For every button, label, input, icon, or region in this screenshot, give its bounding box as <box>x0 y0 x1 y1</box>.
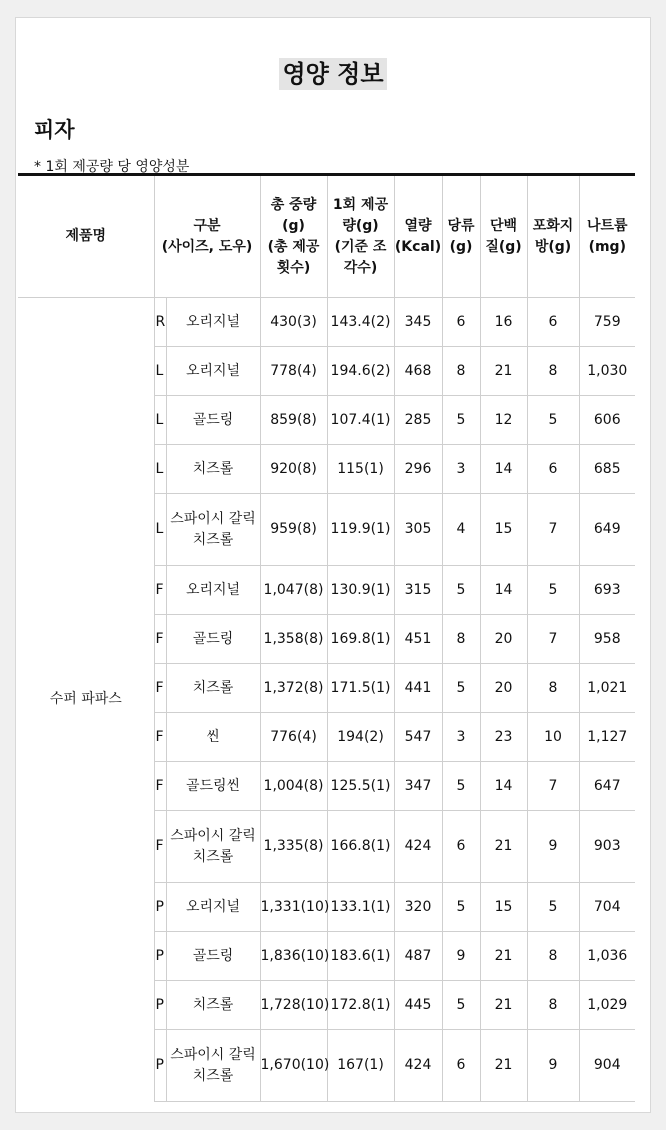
calories-cell: 451 <box>394 615 442 664</box>
sugar-cell: 5 <box>442 981 480 1030</box>
dough-cell: 오리지널 <box>166 883 260 932</box>
calories-cell: 487 <box>394 932 442 981</box>
size-cell: F <box>154 615 166 664</box>
sugar-cell: 6 <box>442 1030 480 1102</box>
total-weight-cell: 1,670(10) <box>260 1030 327 1102</box>
total-weight-cell: 1,836(10) <box>260 932 327 981</box>
title-wrap <box>16 58 650 90</box>
sugar-cell: 5 <box>442 664 480 713</box>
saturated-fat-cell: 7 <box>527 762 579 811</box>
header-row <box>18 175 635 298</box>
protein-cell: 16 <box>480 298 527 347</box>
serving-cell: 183.6(1) <box>327 932 394 981</box>
protein-cell: 21 <box>480 981 527 1030</box>
saturated-fat-cell: 7 <box>527 494 579 566</box>
saturated-fat-cell: 10 <box>527 713 579 762</box>
dough-cell: 치즈롤 <box>166 445 260 494</box>
sodium-cell: 1,030 <box>579 347 635 396</box>
size-cell: L <box>154 347 166 396</box>
calories-cell: 547 <box>394 713 442 762</box>
sugar-cell: 5 <box>442 762 480 811</box>
calories-cell: 424 <box>394 1030 442 1102</box>
calories-cell: 468 <box>394 347 442 396</box>
calories-cell: 345 <box>394 298 442 347</box>
dough-cell: 골드링 <box>166 396 260 445</box>
sodium-cell: 1,036 <box>579 932 635 981</box>
dough-cell: 오리지널 <box>166 298 260 347</box>
sugar-cell: 5 <box>442 883 480 932</box>
calories-cell: 296 <box>394 445 442 494</box>
calories-cell: 441 <box>394 664 442 713</box>
calories-cell: 305 <box>394 494 442 566</box>
size-cell: F <box>154 713 166 762</box>
sodium-cell: 1,127 <box>579 713 635 762</box>
saturated-fat-cell: 7 <box>527 615 579 664</box>
total-weight-cell: 1,004(8) <box>260 762 327 811</box>
sodium-cell: 903 <box>579 811 635 883</box>
saturated-fat-cell: 5 <box>527 396 579 445</box>
calories-cell: 445 <box>394 981 442 1030</box>
serving-cell: 119.9(1) <box>327 494 394 566</box>
sugar-cell: 9 <box>442 932 480 981</box>
dough-cell: 오리지널 <box>166 347 260 396</box>
total-weight-cell: 1,728(10) <box>260 981 327 1030</box>
total-weight-cell: 1,047(8) <box>260 566 327 615</box>
saturated-fat-cell: 9 <box>527 1030 579 1102</box>
serving-cell: 115(1) <box>327 445 394 494</box>
size-cell: L <box>154 494 166 566</box>
header-calories: 열량 (Kcal) <box>394 175 442 298</box>
protein-cell: 21 <box>480 1030 527 1102</box>
sugar-cell: 3 <box>442 713 480 762</box>
nutrition-table <box>18 173 635 1102</box>
dough-cell: 골드링씬 <box>166 762 260 811</box>
total-weight-cell: 1,358(8) <box>260 615 327 664</box>
header-total-weight: 총 중량 (g) (총 제공 횟수) <box>260 175 327 298</box>
saturated-fat-cell: 9 <box>527 811 579 883</box>
dough-cell: 치즈롤 <box>166 664 260 713</box>
sodium-cell: 1,029 <box>579 981 635 1030</box>
header-protein: 단백 질(g) <box>480 175 527 298</box>
serving-cell: 171.5(1) <box>327 664 394 713</box>
size-cell: R <box>154 298 166 347</box>
calories-cell: 347 <box>394 762 442 811</box>
dough-cell: 오리지널 <box>166 566 260 615</box>
dough-cell: 골드링 <box>166 932 260 981</box>
protein-cell: 14 <box>480 566 527 615</box>
header-sodium: 나트륨 (mg) <box>579 175 635 298</box>
total-weight-cell: 1,331(10) <box>260 883 327 932</box>
saturated-fat-cell: 6 <box>527 298 579 347</box>
saturated-fat-cell: 8 <box>527 664 579 713</box>
size-cell: P <box>154 932 166 981</box>
size-cell: F <box>154 762 166 811</box>
serving-cell: 169.8(1) <box>327 615 394 664</box>
sodium-cell: 958 <box>579 615 635 664</box>
sugar-cell: 4 <box>442 494 480 566</box>
size-cell: F <box>154 811 166 883</box>
sugar-cell: 6 <box>442 811 480 883</box>
sodium-cell: 606 <box>579 396 635 445</box>
serving-cell: 130.9(1) <box>327 566 394 615</box>
serving-cell: 194.6(2) <box>327 347 394 396</box>
size-cell: F <box>154 664 166 713</box>
table-row <box>18 298 635 347</box>
saturated-fat-cell: 8 <box>527 932 579 981</box>
dough-cell: 스파이시 갈릭 치즈롤 <box>166 1030 260 1102</box>
sodium-cell: 759 <box>579 298 635 347</box>
sugar-cell: 3 <box>442 445 480 494</box>
total-weight-cell: 778(4) <box>260 347 327 396</box>
header-category: 구분 (사이즈, 도우) <box>154 175 260 298</box>
protein-cell: 21 <box>480 347 527 396</box>
protein-cell: 21 <box>480 932 527 981</box>
protein-cell: 21 <box>480 811 527 883</box>
dough-cell: 씬 <box>166 713 260 762</box>
saturated-fat-cell: 6 <box>527 445 579 494</box>
sodium-cell: 693 <box>579 566 635 615</box>
size-cell: P <box>154 1030 166 1102</box>
dough-cell: 골드링 <box>166 615 260 664</box>
sodium-cell: 904 <box>579 1030 635 1102</box>
dough-cell: 스파이시 갈릭 치즈롤 <box>166 811 260 883</box>
section-title: 피자 <box>34 118 75 142</box>
saturated-fat-cell: 5 <box>527 566 579 615</box>
serving-cell: 194(2) <box>327 713 394 762</box>
total-weight-cell: 1,335(8) <box>260 811 327 883</box>
dough-cell: 치즈롤 <box>166 981 260 1030</box>
calories-cell: 315 <box>394 566 442 615</box>
total-weight-cell: 430(3) <box>260 298 327 347</box>
protein-cell: 15 <box>480 494 527 566</box>
serving-cell: 133.1(1) <box>327 883 394 932</box>
saturated-fat-cell: 5 <box>527 883 579 932</box>
sodium-cell: 647 <box>579 762 635 811</box>
sugar-cell: 6 <box>442 298 480 347</box>
protein-cell: 20 <box>480 615 527 664</box>
page-title: 영양 정보 <box>279 58 386 90</box>
serving-cell: 107.4(1) <box>327 396 394 445</box>
sugar-cell: 5 <box>442 566 480 615</box>
total-weight-cell: 920(8) <box>260 445 327 494</box>
total-weight-cell: 776(4) <box>260 713 327 762</box>
protein-cell: 14 <box>480 445 527 494</box>
size-cell: L <box>154 396 166 445</box>
protein-cell: 14 <box>480 762 527 811</box>
protein-cell: 20 <box>480 664 527 713</box>
serving-cell: 125.5(1) <box>327 762 394 811</box>
total-weight-cell: 1,372(8) <box>260 664 327 713</box>
total-weight-cell: 859(8) <box>260 396 327 445</box>
calories-cell: 320 <box>394 883 442 932</box>
sodium-cell: 1,021 <box>579 664 635 713</box>
protein-cell: 15 <box>480 883 527 932</box>
sodium-cell: 685 <box>579 445 635 494</box>
dough-cell: 스파이시 갈릭 치즈롤 <box>166 494 260 566</box>
serving-cell: 143.4(2) <box>327 298 394 347</box>
serving-cell: 166.8(1) <box>327 811 394 883</box>
sodium-cell: 649 <box>579 494 635 566</box>
size-cell: P <box>154 981 166 1030</box>
serving-cell: 172.8(1) <box>327 981 394 1030</box>
header-serving: 1회 제공 량(g) (기준 조 각수) <box>327 175 394 298</box>
header-sugar: 당류 (g) <box>442 175 480 298</box>
size-cell: L <box>154 445 166 494</box>
sugar-cell: 5 <box>442 396 480 445</box>
header-saturated-fat: 포화지 방(g) <box>527 175 579 298</box>
saturated-fat-cell: 8 <box>527 347 579 396</box>
header-product: 제품명 <box>18 175 154 298</box>
total-weight-cell: 959(8) <box>260 494 327 566</box>
protein-cell: 12 <box>480 396 527 445</box>
product-name-cell: 수퍼 파파스 <box>18 298 154 1102</box>
size-cell: F <box>154 566 166 615</box>
calories-cell: 285 <box>394 396 442 445</box>
saturated-fat-cell: 8 <box>527 981 579 1030</box>
serving-cell: 167(1) <box>327 1030 394 1102</box>
sugar-cell: 8 <box>442 347 480 396</box>
protein-cell: 23 <box>480 713 527 762</box>
sodium-cell: 704 <box>579 883 635 932</box>
calories-cell: 424 <box>394 811 442 883</box>
serving-note: * 1회 제공량 당 영양성분 <box>34 159 190 175</box>
size-cell: P <box>154 883 166 932</box>
sugar-cell: 8 <box>442 615 480 664</box>
